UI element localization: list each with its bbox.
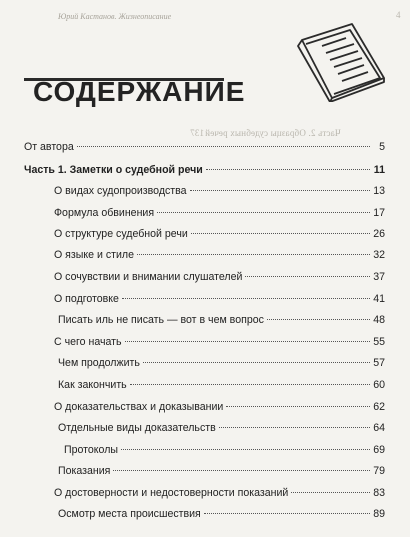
toc-entry-page: 69	[373, 444, 385, 456]
toc-entry	[54, 401, 385, 413]
toc-entry-page: 57	[373, 357, 385, 369]
toc-entry-page: 13	[373, 185, 385, 197]
toc-entry-title: О достоверности и недостоверности показаний	[54, 487, 289, 499]
toc-entry-page: 79	[373, 465, 385, 477]
open-book-icon	[292, 20, 388, 102]
running-title: Юрий Кастанов. Жизнеописание	[58, 12, 172, 21]
dot-leader	[226, 406, 370, 407]
toc-entry-title: Протоколы	[64, 444, 118, 456]
toc-entry	[54, 249, 385, 261]
toc-entry-page: 55	[373, 336, 385, 348]
toc-entry	[58, 379, 385, 391]
toc-entry-page: 17	[373, 207, 385, 219]
toc-entry	[58, 465, 385, 477]
toc-entry	[58, 508, 385, 520]
toc-entry-page: 60	[373, 379, 385, 391]
dot-leader	[291, 492, 370, 493]
dot-leader	[267, 319, 370, 320]
toc-entry-title: Чем продолжить	[58, 357, 140, 369]
toc-entry	[24, 164, 385, 176]
toc-entry-title: От автора	[24, 141, 74, 153]
toc-entry	[54, 185, 385, 197]
toc-entry-title: Писать иль не писать — вот в чем вопрос	[58, 314, 264, 326]
page-number: 4	[396, 10, 401, 20]
toc-entry	[24, 141, 385, 153]
dot-leader	[190, 190, 370, 191]
dot-leader	[245, 276, 370, 277]
toc-entry	[54, 336, 385, 348]
toc-entry	[58, 357, 385, 369]
toc-entry	[54, 271, 385, 283]
toc-entry-page: 83	[373, 487, 385, 499]
toc-entry-page: 41	[373, 293, 385, 305]
toc-entry-title: О сочувствии и внимании слушателей	[54, 271, 243, 283]
dot-leader	[122, 298, 370, 299]
dot-leader	[77, 146, 370, 147]
dot-leader	[157, 212, 370, 213]
toc-entry-title: О структуре судебной речи	[54, 228, 188, 240]
toc-entry-title: О видах судопроизводства	[54, 185, 187, 197]
bleed-through-text: Часть 2. Образцы судебных речей	[205, 128, 341, 138]
dot-leader	[191, 233, 370, 234]
toc-entry	[54, 228, 385, 240]
toc-entry-title: Показания	[58, 465, 111, 477]
toc-entry	[54, 293, 385, 305]
toc-entry	[54, 487, 385, 499]
dot-leader	[121, 449, 370, 450]
toc-entry-title: Часть 1. Заметки о судебной речи	[24, 164, 203, 176]
dot-leader	[137, 254, 370, 255]
toc-entry	[58, 314, 385, 326]
toc-entry	[64, 444, 385, 456]
toc-entry-page: 62	[373, 401, 385, 413]
toc-entry-page: 37	[373, 271, 385, 283]
dot-leader	[143, 362, 370, 363]
dot-leader	[206, 169, 370, 170]
dot-leader	[204, 513, 370, 514]
toc-entry	[58, 422, 385, 434]
bleed-through-page: 137	[190, 128, 205, 138]
dot-leader	[130, 384, 370, 385]
toc-entry-page: 5	[379, 141, 385, 153]
dot-leader	[219, 427, 370, 428]
toc-entry-page: 11	[373, 164, 385, 176]
toc-entry-page: 26	[373, 228, 385, 240]
toc-entry-title: О языке и стиле	[54, 249, 134, 261]
dot-leader	[113, 470, 370, 471]
toc-entry-title: Отдельные виды доказательств	[58, 422, 216, 434]
toc-entry-title: О подготовке	[54, 293, 119, 305]
dot-leader	[125, 341, 370, 342]
toc-entry-page: 32	[373, 249, 385, 261]
toc-entry-page: 64	[373, 422, 385, 434]
toc-entry	[54, 207, 385, 219]
page-title: СОДЕРЖАНИЕ	[33, 76, 246, 107]
toc-entry-title: Осмотр места происшествия	[58, 508, 201, 520]
toc-entry-title: Как закончить	[58, 379, 127, 391]
toc-entry-title: Формула обвинения	[54, 207, 155, 219]
toc-entry-page: 48	[373, 314, 385, 326]
toc-entry-page: 89	[373, 508, 385, 520]
toc-entry-title: С чего начать	[54, 336, 122, 348]
toc-entry-title: О доказательствах и доказывании	[54, 401, 224, 413]
